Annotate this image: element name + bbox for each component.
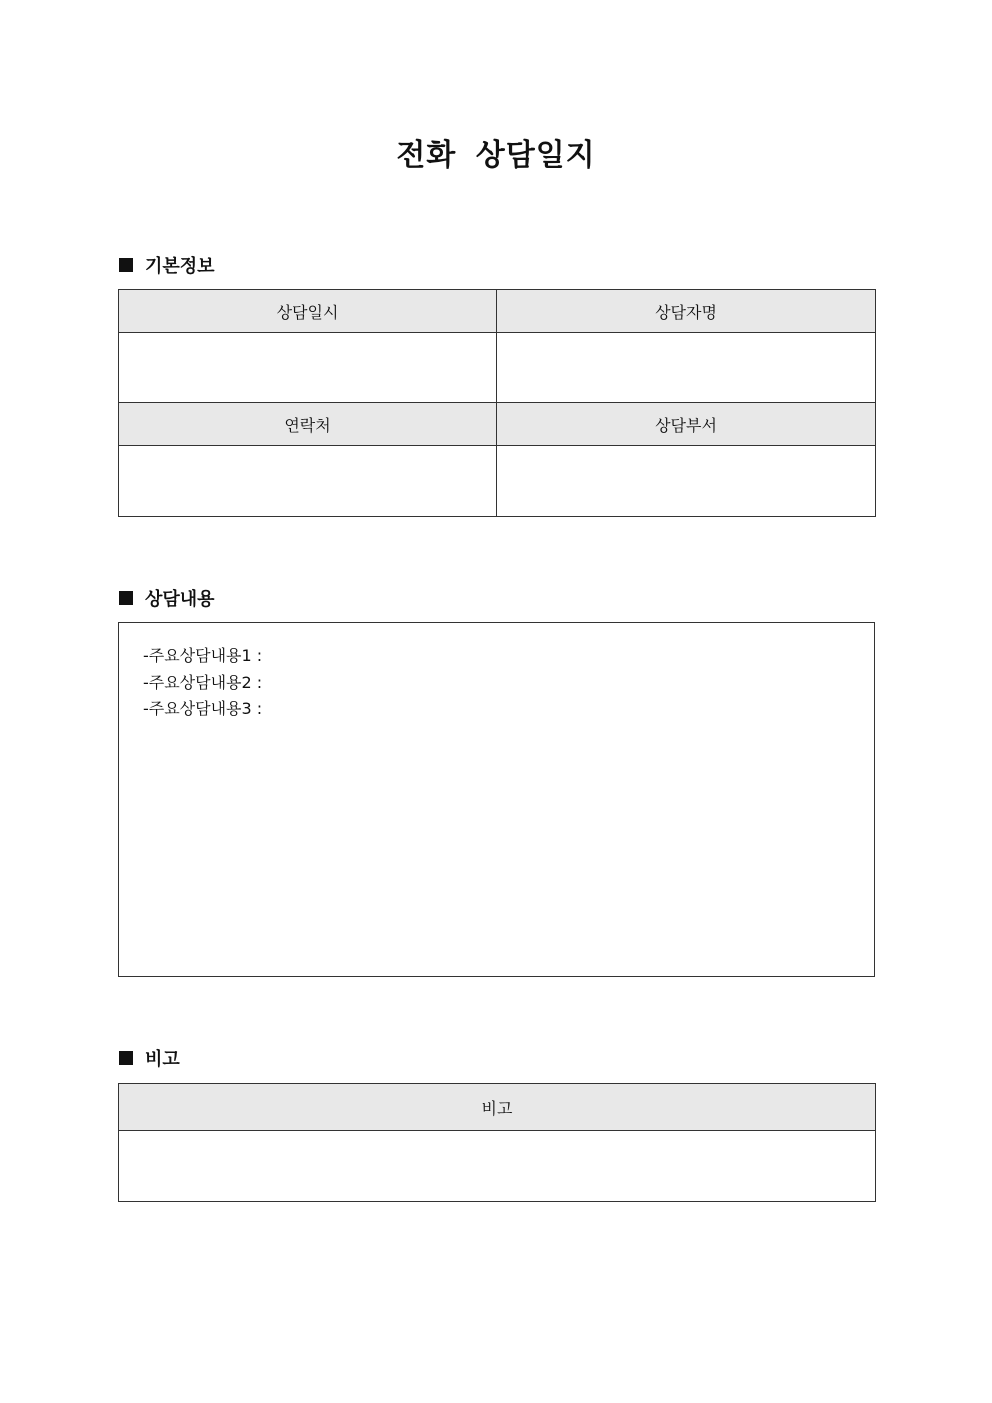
table-row (119, 290, 876, 333)
page-title: 전화 상담일지 (396, 138, 596, 173)
section-heading-label: 기본정보 (145, 256, 215, 277)
section-heading-remarks (119, 1046, 180, 1070)
table-row (119, 403, 876, 446)
black-square-icon (119, 258, 133, 272)
black-square-icon (119, 591, 133, 605)
consultation-line-3: -주요상담내용3 : (143, 699, 263, 718)
black-square-icon (119, 1051, 133, 1065)
consult-datetime-field[interactable] (119, 333, 497, 403)
counselor-name-field[interactable] (497, 333, 876, 403)
remarks-label: 비고 (119, 1084, 876, 1131)
counselor-name-label: 상담자명 (497, 290, 876, 333)
section-heading-consultation (119, 586, 215, 610)
section-heading-label: 비고 (145, 1049, 180, 1070)
table-row (119, 1131, 876, 1202)
consultation-line-2: -주요상담내용2 : (143, 672, 263, 692)
consultation-content-box[interactable] (118, 622, 875, 977)
basic-info-table (118, 289, 876, 517)
contact-field[interactable] (119, 446, 497, 517)
remarks-table (118, 1083, 876, 1202)
consult-datetime-label: 상담일시 (119, 290, 497, 333)
table-row (119, 333, 876, 403)
table-row (119, 446, 876, 517)
table-row (119, 1084, 876, 1131)
contact-label: 연락처 (119, 403, 497, 446)
section-heading-basic-info (119, 253, 215, 277)
remarks-field[interactable] (119, 1131, 876, 1202)
consultation-lines (143, 643, 262, 723)
consult-department-field[interactable] (497, 446, 876, 517)
section-heading-label: 상담내용 (145, 589, 215, 610)
consult-department-label: 상담부서 (497, 403, 876, 446)
consultation-line-1: -주요상담내용1 : (143, 646, 263, 665)
